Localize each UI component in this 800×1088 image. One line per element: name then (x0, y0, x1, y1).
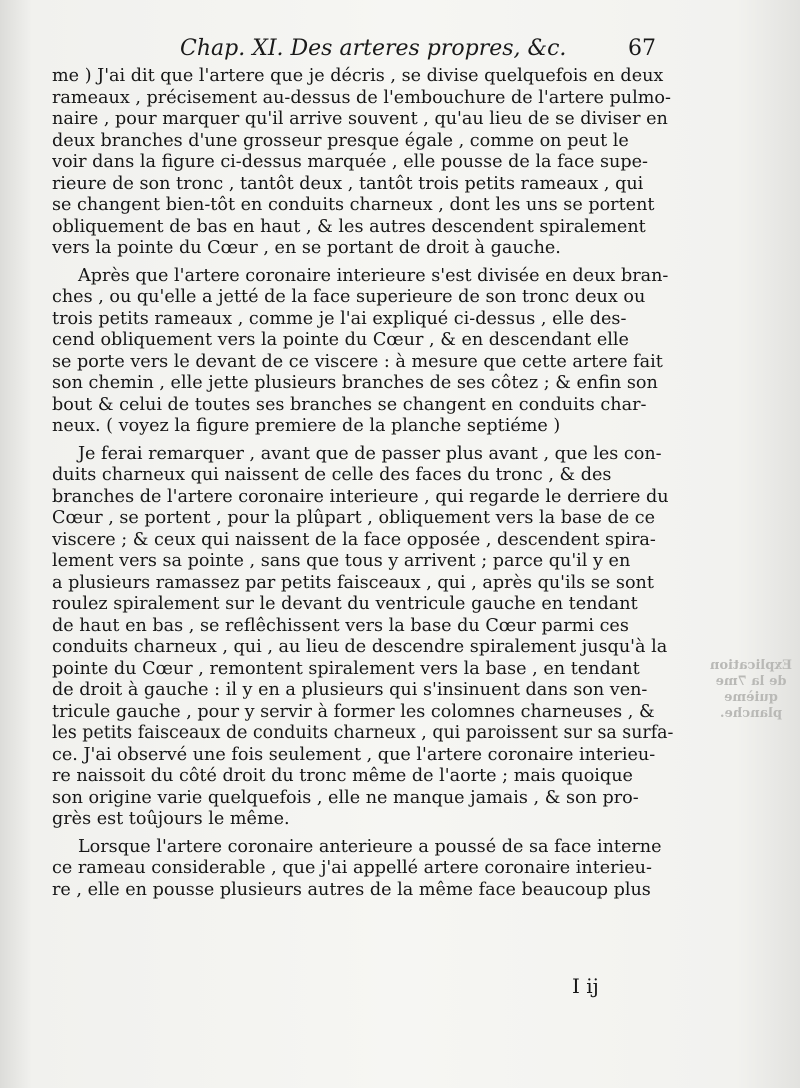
paragraph-first-line: Après que l'artere coronaire interieure s'est divisée en deux bran- (78, 265, 669, 286)
text-line: lement vers sa pointe , sans que tous y arrivent ; parce qu'il y en (52, 551, 631, 571)
running-title: Chap. XI. Des arteres propres, &c. (180, 36, 567, 61)
text-line: rieure de son tronc , tantôt deux , tantôt trois petits rameaux , qui (52, 173, 644, 194)
text-line: rameaux , précisement au-dessus de l'embouchure de l'artere pulmo- (52, 87, 671, 108)
text-line: ches , ou qu'elle a jetté de la face superieure de son tronc deux ou (52, 287, 646, 307)
page-number: 67 (628, 36, 656, 61)
text-line: pointe du Cœur , remontent spiralement vers la base , en tendant (52, 658, 640, 679)
text-line: me ) J'ai dit que l'artere que je décris , se divise quelquefois en deux (52, 66, 664, 86)
text-line: branches de l'artere coronaire interieure , qui regarde le derriere du (52, 486, 669, 507)
text-line: bout & celui de toutes ses branches se changent en conduits char- (52, 394, 647, 415)
text-line: vers la pointe du Cœur , en se portant de droit à gauche. (52, 238, 561, 258)
text-line: re , elle en pousse plusieurs autres de la même face beaucoup plus (52, 879, 651, 900)
text-line: trois petits rameaux , comme je l'ai expliqué ci-dessus , elle des- (52, 308, 627, 329)
text-line: de droit à gauche : il y en a plusieurs qui s'insinuent dans son ven- (52, 680, 648, 700)
text-line: son chemin , elle jette plusieurs branches de ses côtez ; & enfin son (52, 373, 658, 393)
text-line: ce rameau considerable , que j'ai appellé artere coronaire interieu- (52, 858, 652, 878)
text-line: viscere ; & ceux qui naissent de la face opposée , descendent spira- (52, 529, 656, 550)
text-line: les petits faisceaux de conduits charneux , qui paroissent sur sa surfa- (52, 723, 674, 743)
text-line: roulez spiralement sur le devant du ventricule gauche en tendant (52, 594, 638, 614)
text-line: tricule gauche , pour y servir à former les colomnes charneuses , & (52, 701, 655, 722)
text-line: grès est toûjours le même. (52, 809, 290, 829)
text-line: neux. ( voyez la figure premiere de la planche septiéme ) (52, 416, 561, 436)
text-line: cend obliquement vers la pointe du Cœur , & en descendant elle (52, 330, 629, 350)
text-line: obliquement de bas en haut , & les autres descendent spiralement (52, 216, 646, 237)
text-line: naire , pour marquer qu'il arrive souvent , qu'au lieu de se diviser en (52, 109, 668, 129)
body-text (52, 66, 678, 901)
text-line: de haut en bas , se reflêchissent vers la base du Cœur parmi ces (52, 615, 629, 636)
text-line: son origine varie quelquefois , elle ne manque jamais , & son pro- (52, 787, 639, 808)
paragraph-first-line: Je ferai remarquer , avant que de passer plus avant , que les con- (78, 443, 662, 464)
text-line: conduits charneux , qui , au lieu de descendre spiralement jusqu'à la (52, 637, 668, 657)
text-line: ce. J'ai observé une fois seulement , que l'artere coronaire interieu- (52, 744, 656, 765)
text-line: Cœur , se portent , pour la plûpart , obliquement vers la base de ce (52, 508, 656, 528)
text-line: voir dans la figure ci-dessus marquée , elle pousse de la face supe- (52, 152, 648, 172)
paragraph-first-line: Lorsque l'artere coronaire anterieure a poussé de sa face interne (78, 836, 662, 857)
text-line: duits charneux qui naissent de celle des faces du tronc , & des (52, 465, 612, 485)
text-line: re naissoit du côté droit du tronc même de l'aorte ; mais quoique (52, 766, 633, 786)
text-line: deux branches d'une grosseur presque égale , comme on peut le (52, 130, 629, 151)
margin-note-bleed-through: Explication de la 7me quième planche. (709, 658, 793, 721)
text-line: se porte vers le devant de ce viscere : à mesure que cette artere fait (52, 351, 663, 372)
signature-mark: I ij (572, 974, 599, 998)
page-header (0, 36, 800, 70)
text-line: a plusieurs ramassez par petits faisceaux , qui , après qu'ils se sont (52, 572, 654, 593)
text-line: se changent bien-tôt en conduits charneux , dont les uns se portent (52, 195, 655, 215)
